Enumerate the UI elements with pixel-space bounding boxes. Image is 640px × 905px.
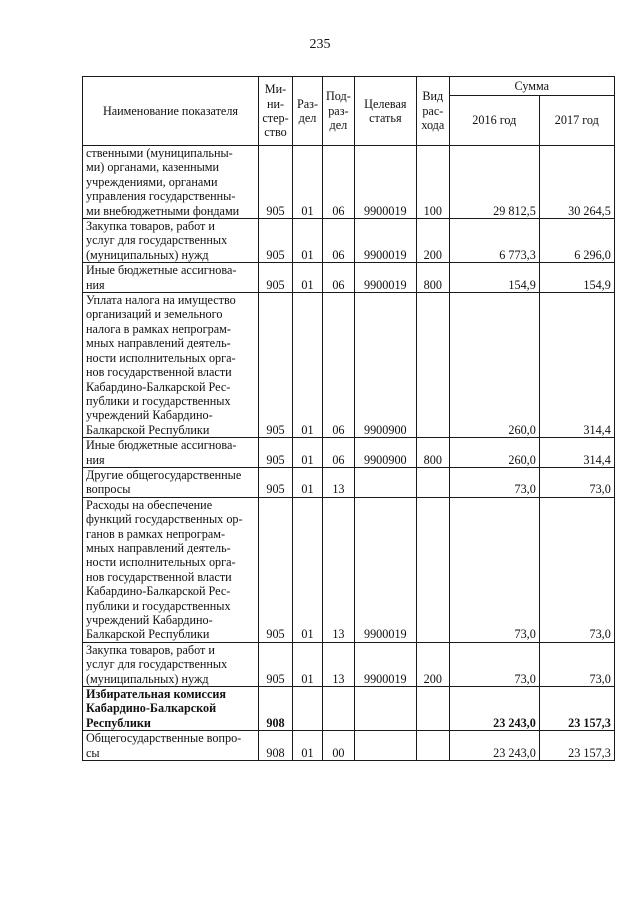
row-expense-type: 200 (416, 219, 449, 263)
row-name-line: Расходы на обеспечение (86, 497, 213, 512)
row-sum-2016: 260,0 (449, 438, 539, 468)
row-subsection: 06 (323, 438, 355, 468)
row-section: 01 (293, 146, 323, 219)
row-name-line: нов государственной власти (86, 365, 232, 380)
row-name-line: ния (86, 452, 105, 467)
row-target-article: 9900019 (354, 497, 416, 642)
row-sum-2016: 23 243,0 (449, 731, 539, 761)
row-name-line: учреждений Кабардино- (86, 408, 213, 423)
row-name-line: публики и государственных (86, 598, 231, 613)
header-year-2016: 2016 год (449, 96, 539, 146)
row-subsection: 06 (323, 219, 355, 263)
row-sum-2016: 260,0 (449, 293, 539, 438)
header-section: Раз- дел (293, 77, 323, 146)
row-name-line: ния (86, 277, 105, 292)
row-target-article (354, 687, 416, 731)
row-ministry: 905 (259, 438, 293, 468)
row-subsection: 00 (323, 731, 355, 761)
table-row (83, 642, 615, 686)
page-number: 235 (309, 37, 331, 52)
header-expense-type: Вид рас- хода (416, 77, 449, 146)
row-ministry: 905 (259, 293, 293, 438)
table-row (83, 731, 615, 761)
row-expense-type (416, 731, 449, 761)
row-name-line: Кабардино-Балкарской Рес- (86, 379, 231, 394)
row-name-line: организаций и земельного (86, 307, 223, 322)
row-ministry: 905 (259, 642, 293, 686)
row-target-article: 9900019 (354, 219, 416, 263)
table-row (83, 146, 615, 219)
row-ministry: 908 (259, 731, 293, 761)
header-subsection: Под- раз- дел (323, 77, 355, 146)
row-name-line: Закупка товаров, работ и (86, 219, 215, 234)
row-sum-2016: 29 812,5 (449, 146, 539, 219)
row-sum-2017: 73,0 (539, 467, 614, 497)
row-name-line: Общегосударственные вопро- (86, 731, 242, 746)
header-ministry: Ми- ни- стер- ство (259, 77, 293, 146)
row-name-line: Уплата налога на имущество (86, 293, 236, 308)
row-section (293, 687, 323, 731)
row-name-line: Иные бюджетные ассигнова- (86, 263, 237, 278)
row-name-line: услуг для государственных (86, 233, 228, 248)
row-name-line: услуг для государственных (86, 657, 228, 672)
row-expense-type: 800 (416, 438, 449, 468)
header-year-2017: 2017 год (539, 96, 614, 146)
table-row (83, 438, 615, 468)
row-name-line: публики и государственных (86, 393, 231, 408)
row-name (83, 438, 259, 468)
row-name-line: управления государственны- (86, 189, 236, 204)
row-subsection: 13 (323, 497, 355, 642)
row-name-line: ственными (муниципальны- (86, 146, 233, 160)
row-name (83, 497, 259, 642)
row-sum-2017: 314,4 (539, 438, 614, 468)
table-row (83, 293, 615, 438)
row-name-line: нов государственной власти (86, 569, 232, 584)
row-sum-2016: 6 773,3 (449, 219, 539, 263)
row-subsection: 06 (323, 293, 355, 438)
row-name-line: учреждениями, органами (86, 174, 218, 189)
row-subsection: 13 (323, 642, 355, 686)
row-sum-2017: 30 264,5 (539, 146, 614, 219)
table-row (83, 467, 615, 497)
row-name-line: мных направлений деятель- (86, 336, 231, 351)
row-sum-2016: 73,0 (449, 497, 539, 642)
row-target-article: 9900900 (354, 438, 416, 468)
row-name-line: Кабардино-Балкарской Рес- (86, 584, 231, 599)
row-sum-2016: 73,0 (449, 467, 539, 497)
row-subsection: 13 (323, 467, 355, 497)
row-ministry: 905 (259, 467, 293, 497)
row-name-line: учреждений Кабардино- (86, 613, 213, 627)
row-name (83, 293, 259, 438)
row-expense-type (416, 293, 449, 438)
row-section: 01 (293, 497, 323, 642)
row-sum-2017: 73,0 (539, 642, 614, 686)
row-name-line: вопросы (86, 482, 131, 497)
row-ministry: 905 (259, 146, 293, 219)
row-name-line: ности исполнительных орга- (86, 555, 236, 570)
row-sum-2016: 23 243,0 (449, 687, 539, 731)
row-name-line: Иные бюджетные ассигнова- (86, 438, 237, 453)
row-name (83, 731, 259, 761)
row-sum-2016: 154,9 (449, 263, 539, 293)
row-section: 01 (293, 293, 323, 438)
row-expense-type: 100 (416, 146, 449, 219)
header-sum: Сумма (449, 77, 614, 96)
row-name-line: Избирательная комиссия (86, 687, 226, 702)
row-target-article: 9900019 (354, 263, 416, 293)
row-target-article (354, 731, 416, 761)
row-name-line: налога в рамках непрограм- (86, 321, 231, 336)
row-name-line: (муниципальных) нужд (86, 671, 209, 686)
header-name: Наименование показателя (83, 77, 259, 146)
row-name-line: сы (86, 745, 100, 760)
row-target-article: 9900900 (354, 293, 416, 438)
row-section: 01 (293, 642, 323, 686)
row-sum-2017: 154,9 (539, 263, 614, 293)
row-name (83, 687, 259, 731)
row-subsection: 06 (323, 263, 355, 293)
table-row (83, 687, 615, 731)
row-sum-2017: 23 157,3 (539, 687, 614, 731)
row-name (83, 219, 259, 263)
row-sum-2017: 23 157,3 (539, 731, 614, 761)
row-ministry: 905 (259, 219, 293, 263)
table-row (83, 263, 615, 293)
row-name (83, 263, 259, 293)
row-name-line: ми внебюджетными фондами (86, 203, 240, 218)
row-name-line: Другие общегосударственные (86, 467, 242, 482)
row-name (83, 642, 259, 686)
row-ministry: 908 (259, 687, 293, 731)
row-ministry: 905 (259, 263, 293, 293)
row-name (83, 146, 259, 219)
row-section: 01 (293, 731, 323, 761)
row-expense-type (416, 467, 449, 497)
row-target-article: 9900019 (354, 146, 416, 219)
row-expense-type: 800 (416, 263, 449, 293)
row-name-line: (муниципальных) нужд (86, 247, 209, 262)
row-sum-2016: 73,0 (449, 642, 539, 686)
row-name-line: Республики (86, 715, 151, 730)
row-subsection (323, 687, 355, 731)
row-ministry: 905 (259, 497, 293, 642)
row-target-article (354, 467, 416, 497)
row-name-line: Балкарской Республики (86, 627, 210, 642)
row-target-article: 9900019 (354, 642, 416, 686)
row-name-line: Балкарской Республики (86, 422, 210, 437)
table-row (83, 497, 615, 642)
row-section: 01 (293, 438, 323, 468)
row-name-line: ности исполнительных орга- (86, 350, 236, 365)
header-target-article: Целевая статья (354, 77, 416, 146)
budget-table (82, 76, 615, 761)
row-expense-type: 200 (416, 642, 449, 686)
row-expense-type (416, 497, 449, 642)
row-sum-2017: 6 296,0 (539, 219, 614, 263)
header-row-top (83, 77, 615, 96)
row-subsection: 06 (323, 146, 355, 219)
row-name-line: Кабардино-Балкарской (86, 701, 217, 716)
table-row (83, 219, 615, 263)
row-name-line: функций государственных ор- (86, 512, 243, 527)
row-name-line: ганов в рамках непрограм- (86, 526, 226, 541)
row-sum-2017: 73,0 (539, 497, 614, 642)
row-sum-2017: 314,4 (539, 293, 614, 438)
row-name (83, 467, 259, 497)
row-expense-type (416, 687, 449, 731)
row-name-line: мных направлений деятель- (86, 540, 231, 555)
row-section: 01 (293, 467, 323, 497)
row-name-line: ми) органами, казенными (86, 160, 220, 175)
row-name-line: Закупка товаров, работ и (86, 642, 215, 657)
row-section: 01 (293, 219, 323, 263)
row-section: 01 (293, 263, 323, 293)
